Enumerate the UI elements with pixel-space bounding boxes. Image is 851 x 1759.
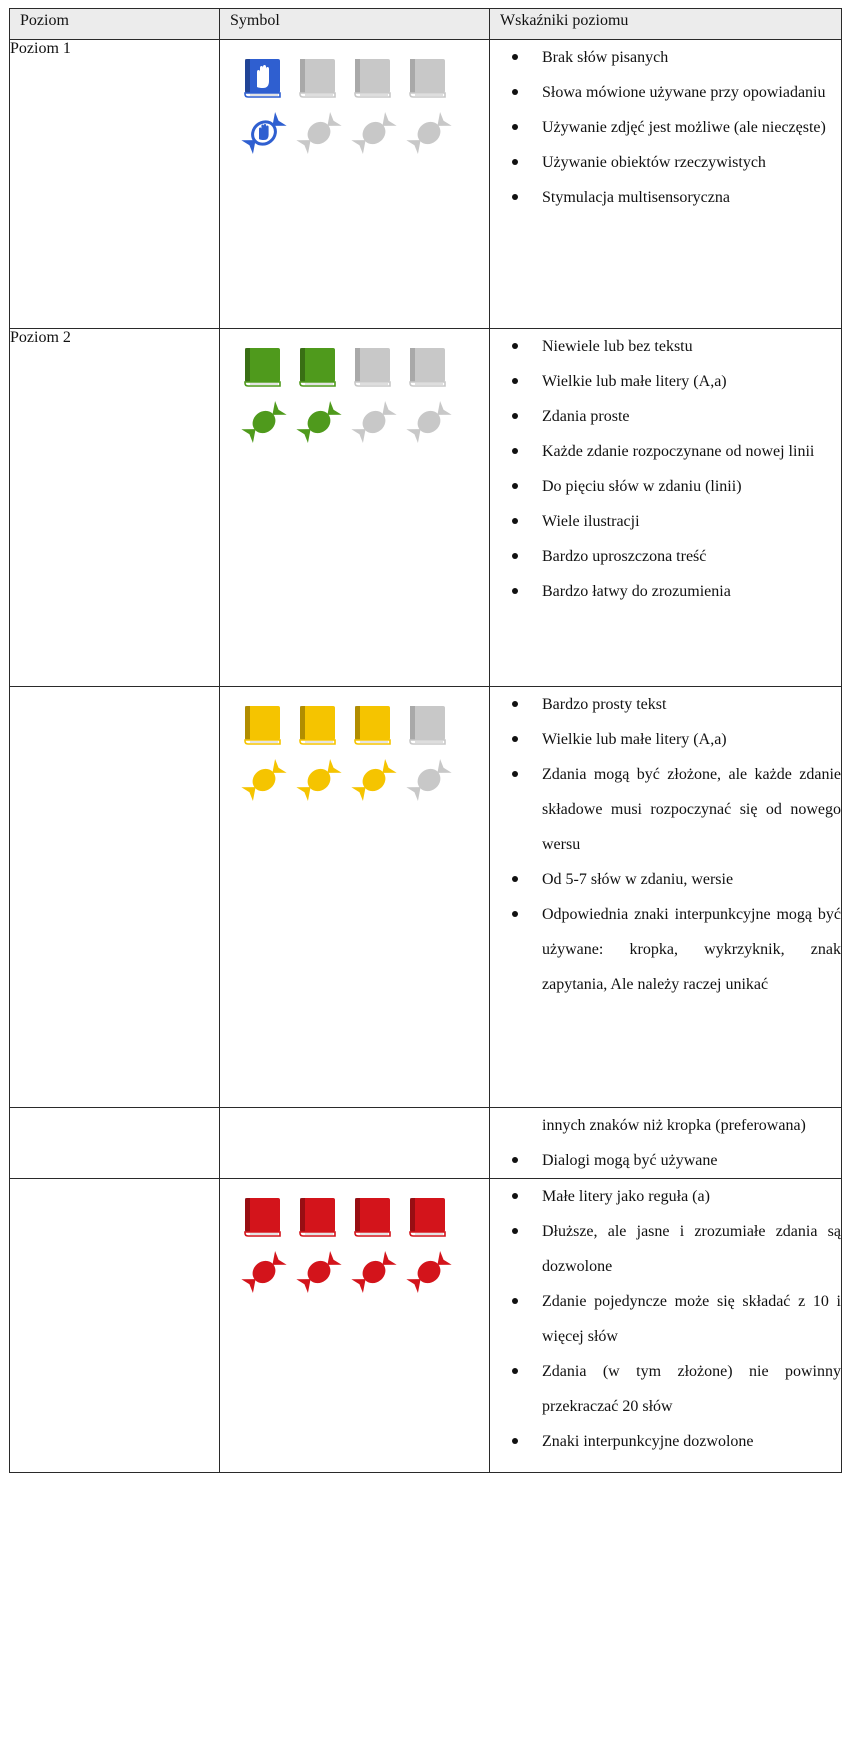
indicators-cell [490, 1108, 842, 1179]
indicator-item: Każde zdanie rozpoczynane od nowej linii [490, 434, 841, 469]
book-icon [407, 54, 462, 102]
indicator-item: Brak słów pisanych [490, 40, 841, 75]
candy-icon [236, 755, 291, 805]
table-row [10, 1179, 842, 1473]
book-icon [352, 54, 407, 102]
indicators-list [490, 1179, 841, 1459]
book-icon [242, 1193, 297, 1241]
books-row [242, 1193, 489, 1241]
indicator-item: Dłuższe, ale jasne i zrozumiałe zdania są dozwolone [490, 1214, 841, 1284]
indicators-list [490, 40, 841, 215]
book-icon [407, 1193, 462, 1241]
indicator-item: Słowa mówione używane przy opowiadaniu [490, 75, 841, 110]
level-symbol [220, 343, 489, 449]
indicator-item: Odpowiednia znaki interpunkcyjne mogą być używane: kropka, wykrzyknik, znak zapytania, Ale należy raczej unikać [490, 897, 841, 1002]
header-indicators: Wskaźniki poziomu [490, 9, 842, 40]
level-cell [10, 1108, 220, 1179]
candies-row [242, 1245, 489, 1299]
table-row [10, 687, 842, 1108]
book-icon [407, 701, 462, 749]
indicator-item: Zdanie pojedyncze może się składać z 10 i więcej słów [490, 1284, 841, 1354]
candy-icon [291, 1247, 346, 1297]
book-hand-icon [242, 54, 297, 102]
candies-row [242, 106, 489, 160]
level-cell [10, 687, 220, 1108]
candy-icon [346, 1247, 401, 1297]
indicator-item: Od 5-7 słów w zdaniu, wersie [490, 862, 841, 897]
indicator-item: Stymulacja multisensoryczna [490, 180, 841, 215]
candy-icon [236, 397, 291, 447]
symbol-cell [220, 1179, 490, 1473]
book-icon [297, 343, 352, 391]
book-icon [242, 343, 297, 391]
indicator-item: Bardzo uproszczona treść [490, 539, 841, 574]
symbol-cell [220, 1108, 490, 1179]
candy-icon [291, 397, 346, 447]
header-symbol: Symbol [220, 9, 490, 40]
indicators-cell [490, 1179, 842, 1473]
symbol-cell [220, 687, 490, 1108]
books-row [242, 54, 489, 102]
indicator-continued: innych znaków niż kropka (preferowana) [542, 1117, 806, 1134]
indicator-item: Małe litery jako reguła (a) [490, 1179, 841, 1214]
level-cell [10, 40, 220, 329]
indicator-item: Do pięciu słów w zdaniu (linii) [490, 469, 841, 504]
indicator-item: Wiele ilustracji [490, 504, 841, 539]
indicator-item: Zdania mogą być złożone, ale każde zdanie składowe musi rozpoczynać się od nowego wersu [490, 757, 841, 862]
indicator-item: Znaki interpunkcyjne dozwolone [490, 1424, 841, 1459]
level-symbol [220, 701, 489, 807]
indicator-item: Zdania proste [490, 399, 841, 434]
candy-icon [401, 108, 456, 158]
candy-icon [401, 397, 456, 447]
level-label: Poziom 1 [10, 40, 71, 57]
book-icon [297, 1193, 352, 1241]
table-row [10, 329, 842, 687]
book-icon [352, 1193, 407, 1241]
indicator-item: Dialogi mogą być używane [490, 1143, 841, 1178]
indicator-item: Wielkie lub małe litery (A,a) [490, 722, 841, 757]
book-icon [242, 701, 297, 749]
indicators-cell [490, 40, 842, 329]
candy-icon [346, 108, 401, 158]
book-icon [297, 54, 352, 102]
indicator-item: Używanie obiektów rzeczywistych [490, 145, 841, 180]
book-icon [407, 343, 462, 391]
indicators-cell [490, 687, 842, 1108]
candies-row [242, 753, 489, 807]
level-label: Poziom 2 [10, 329, 71, 346]
books-row [242, 701, 489, 749]
indicator-item: Bardzo prosty tekst [490, 687, 841, 722]
indicator-item: Wielkie lub małe litery (A,a) [490, 364, 841, 399]
indicators-cell [490, 329, 842, 687]
candy-icon [291, 108, 346, 158]
indicator-item: Niewiele lub bez tekstu [490, 329, 841, 364]
indicators-list [490, 1108, 841, 1178]
book-icon [352, 701, 407, 749]
indicator-item: Zdania (w tym złożone) nie powinny przekraczać 20 słów [490, 1354, 841, 1424]
book-icon [297, 701, 352, 749]
candy-hand-icon [236, 108, 291, 158]
table-header-row [10, 9, 842, 40]
header-level: Poziom [10, 9, 220, 40]
symbol-cell [220, 40, 490, 329]
indicators-list [490, 329, 841, 609]
candy-icon [236, 1247, 291, 1297]
candy-icon [401, 755, 456, 805]
table-row [10, 1108, 842, 1179]
candy-icon [346, 397, 401, 447]
candy-icon [291, 755, 346, 805]
candies-row [242, 395, 489, 449]
candy-icon [346, 755, 401, 805]
level-cell [10, 329, 220, 687]
level-symbol [220, 1193, 489, 1299]
book-icon [352, 343, 407, 391]
symbol-cell [220, 329, 490, 687]
level-symbol [220, 54, 489, 160]
books-row [242, 343, 489, 391]
table-row [10, 40, 842, 329]
candy-icon [401, 1247, 456, 1297]
reading-levels-table [9, 8, 842, 1473]
indicator-item: Używanie zdjęć jest możliwe (ale nieczęste) [490, 110, 841, 145]
indicator-item: Bardzo łatwy do zrozumienia [490, 574, 841, 609]
indicators-list [490, 687, 841, 1002]
level-cell [10, 1179, 220, 1473]
